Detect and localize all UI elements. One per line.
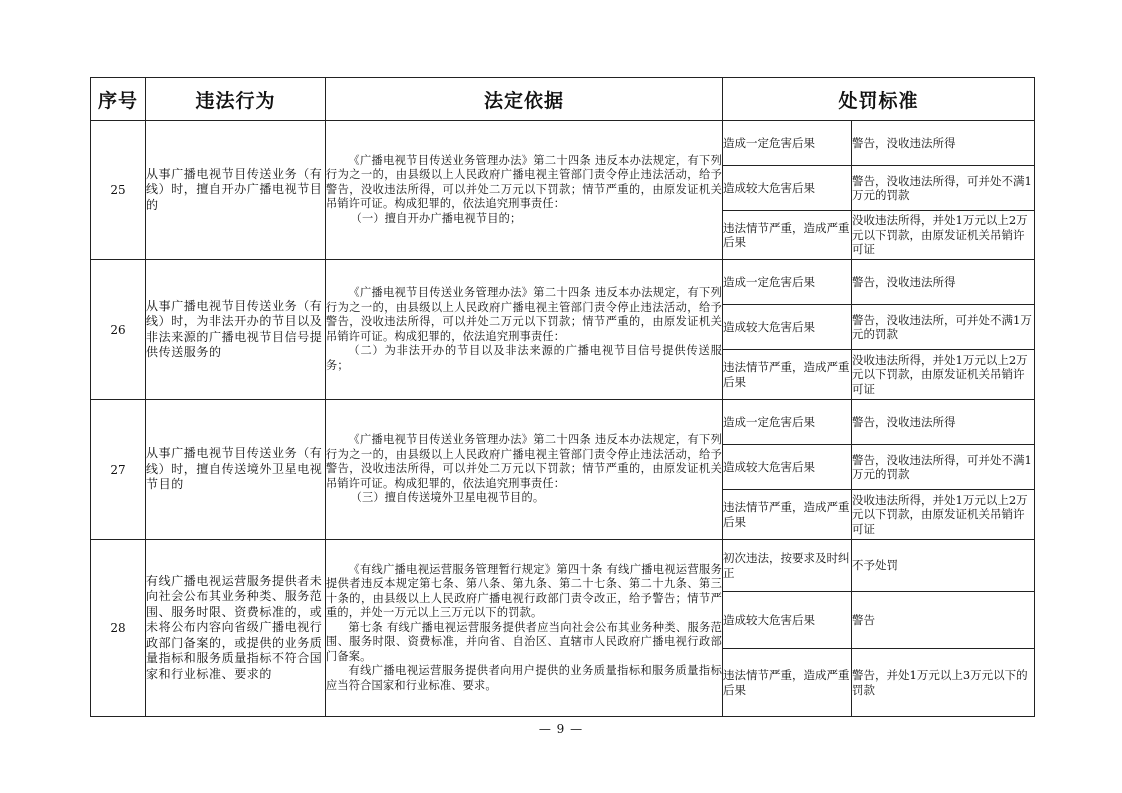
penalty-standard: 警告，没收违法所，可并处不满1万元的罚款 — [852, 305, 1035, 350]
penalty-situation: 违法情节严重，造成严重后果 — [723, 350, 852, 400]
penalty-situation: 造成较大危害后果 — [723, 592, 852, 649]
row-number: 28 — [91, 540, 146, 717]
penalty-standard: 没收违法所得，并处1万元以上2万元以下罚款，由原发证机关吊销许可证 — [852, 350, 1035, 400]
illegal-act: 从事广播电视节目传送业务（有线）时，为非法开办的节目以及非法来源的广播电视节目信号提供传送服务的 — [146, 260, 326, 400]
penalty-standard: 警告，没收违法所得 — [852, 121, 1035, 166]
basis-item: （二）为非法开办的节目以及非法来源的广播电视节目信号提供传送服务； — [326, 344, 722, 372]
table-row — [91, 400, 1035, 445]
penalty-situation: 造成较大危害后果 — [723, 445, 852, 490]
basis-paragraph: 《有线广播电视运营服务管理暂行规定》第四十条 有线广播电视运营服务提供者违反本规定第七条、第八条、第九条、第二十七条、第二十九条、第三十条的，由县级以上人民政府广播电视行政部门责令改正，给予警告；情节严重的，并处一万元以上三万元以下的罚款。 — [326, 562, 722, 620]
basis-paragraph: 有线广播电视运营服务提供者向用户提供的业务质量指标和服务质量指标应当符合国家和行业标准、要求。 — [326, 664, 722, 692]
header-standard: 处罚标准 — [723, 78, 1035, 121]
penalty-situation: 违法情节严重，造成严重后果 — [723, 211, 852, 260]
row-number: 27 — [91, 400, 146, 540]
penalty-standard: 警告，没收违法所得 — [852, 400, 1035, 445]
penalty-standard: 不予处罚 — [852, 540, 1035, 592]
table-row — [91, 540, 1035, 592]
basis-item: （三）擅自传送境外卫星电视节目的。 — [350, 491, 545, 505]
header-basis: 法定依据 — [326, 78, 723, 121]
header-act: 违法行为 — [146, 78, 326, 121]
illegal-act: 从事广播电视节目传送业务（有线）时，擅自传送境外卫星电视节目的 — [146, 400, 326, 540]
penalty-situation: 造成较大危害后果 — [723, 166, 852, 211]
header-row — [91, 78, 1035, 121]
penalty-situation: 初次违法，按要求及时纠正 — [723, 540, 852, 592]
table-row — [91, 121, 1035, 166]
illegal-act: 从事广播电视节目传送业务（有线）时，擅自开办广播电视节目的 — [146, 121, 326, 260]
basis-paragraph: 《广播电视节目传送业务管理办法》第二十四条 违反本办法规定，有下列行为之一的，由县级以上人民政府广播电视主管部门责令停止违法活动，给予警告，没收违法所得，可以并处二万元以下罚款；情节严重的，由原发证机关吊销许可证。构成犯罪的，依法追究刑事责任： — [326, 286, 722, 343]
penalty-standard: 警告，并处1万元以上3万元以下的罚款 — [852, 649, 1035, 717]
row-number: 26 — [91, 260, 146, 400]
penalty-standard: 没收违法所得，并处1万元以上2万元以下罚款，由原发证机关吊销许可证 — [852, 490, 1035, 540]
header-number: 序号 — [91, 78, 146, 121]
basis-paragraph: 第七条 有线广播电视运营服务提供者应当向社会公布其业务种类、服务范围、服务时限、资费标准，并向省、自治区、直辖市人民政府广播电视行政部门备案。 — [326, 620, 722, 663]
basis-paragraph: 《广播电视节目传送业务管理办法》第二十四条 违反本办法规定，有下列行为之一的，由县级以上人民政府广播电视主管部门责令停止违法活动，给予警告，没收违法所得，可以并处二万元以下罚款；情节严重的，由原发证机关吊销许可证。构成犯罪的，依法追究刑事责任： — [326, 433, 722, 490]
penalty-situation: 违法情节严重，造成严重后果 — [723, 649, 852, 717]
penalty-situation: 违法情节严重，造成严重后果 — [723, 490, 852, 540]
penalty-situation: 造成较大危害后果 — [723, 305, 852, 350]
page-number: — 9 — — [538, 722, 584, 736]
legal-basis — [326, 260, 723, 400]
penalty-situation: 造成一定危害后果 — [723, 260, 852, 305]
penalty-situation: 造成一定危害后果 — [723, 400, 852, 445]
penalty-situation: 造成一定危害后果 — [723, 121, 852, 166]
penalty-standard: 警告，没收违法所得 — [852, 260, 1035, 305]
table-row — [91, 260, 1035, 305]
row-number: 25 — [91, 121, 146, 260]
basis-item: （一）擅自开办广播电视节目的； — [350, 211, 522, 225]
penalty-standard: 没收违法所得，并处1万元以上2万元以下罚款，由原发证机关吊销许可证 — [852, 211, 1035, 260]
legal-basis — [326, 121, 723, 260]
basis-paragraph: 《广播电视节目传送业务管理办法》第二十四条 违反本办法规定，有下列行为之一的，由县级以上人民政府广播电视主管部门责令停止违法活动，给予警告，没收违法所得，可以并处二万元以下罚款；情节严重的，由原发证机关吊销许可证。构成犯罪的，依法追究刑事责任： — [326, 153, 722, 211]
illegal-act: 有线广播电视运营服务提供者未向社会公布其业务种类、服务范围、服务时限、资费标准的，或未将公布内容向省级广播电视行政部门备案的，或提供的业务质量指标和服务质量指标不符合国家和行业标准、要求的 — [146, 540, 326, 717]
penalty-table — [90, 77, 1035, 717]
legal-basis — [326, 540, 723, 717]
penalty-standard: 警告，没收违法所得，可并处不满1万元的罚款 — [852, 445, 1035, 490]
legal-basis — [326, 400, 723, 540]
penalty-standard: 警告，没收违法所得，可并处不满1万元的罚款 — [852, 166, 1035, 211]
penalty-standard: 警告 — [852, 592, 1035, 649]
